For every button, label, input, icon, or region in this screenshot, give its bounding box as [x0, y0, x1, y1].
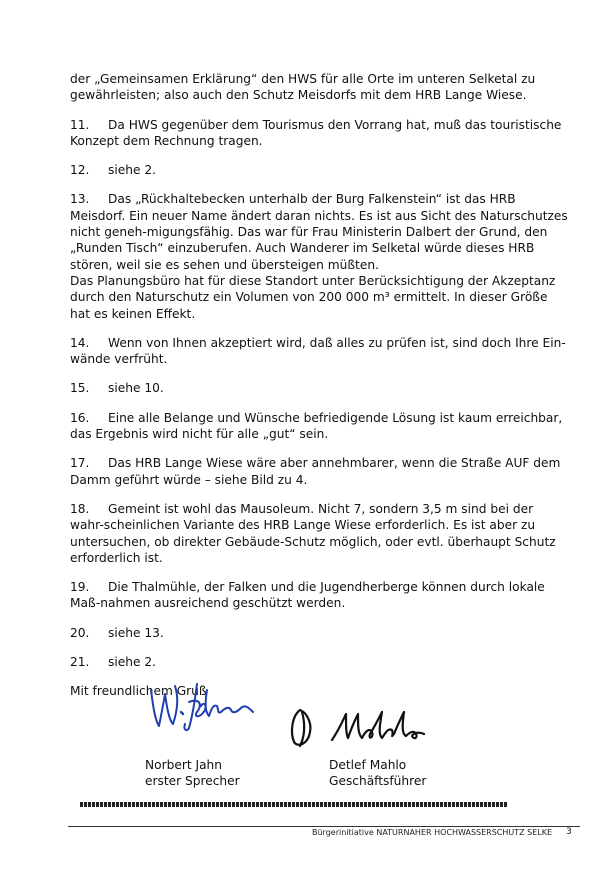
paragraph-18: 18. Gemeint ist wohl das Mausoleum. Nicht 7, sondern 3,5 m sind bei der wahr-scheinlichen Variante des HRB Lange Wiese erforderlich. Es ist aber zu untersuchen, ob direkter Gebäude-Schutz möglich, oder evtl. überhaupt Schutz erforderlich ist. [70, 501, 556, 565]
paragraph-continuation: der „Gemeinsamen Erklärung“ den HWS für alle Orte im unteren Selketal zu gewährleisten; also auch den Schutz Meisdorfs mit dem HRB Lange Wiese. [70, 72, 536, 103]
paragraph-13: 13. Das „Rückhaltebecken unterhalb der Burg Falkenstein“ ist das HRB Meisdorf. Ein neuer Name ändert daran nichts. Es ist aus Sicht des Naturschutzes nicht geneh-migungsfähig. Das war für Frau Ministerin Dalbert der Grund, den „Runden Tisch“ einzuberufen. Auch Wanderer im Selketal würde dieses HRB stören, weil sie es sehen und übersteigen müßten. Das Planungsbüro hat für diese Standort unter Berücksichtigung der Akzeptanz durch den Naturschutz ein Volumen von 200 000 m³ ermittelt. In dieser Größe hat es keinen Effekt. [70, 192, 568, 321]
signer-role: Geschäftsführer [329, 774, 427, 788]
signer-name: Detlef Mahlo [329, 758, 407, 772]
paragraph-11: 11. Da HWS gegenüber dem Tourismus den Vorrang hat, muß das touristische Konzept dem Rechnung tragen. [70, 117, 562, 148]
paragraph-21: 21. siehe 2. [70, 655, 156, 670]
paragraph-14: 14. Wenn von Ihnen akzeptiert wird, daß alles zu prüfen ist, sind doch Ihre Ein-wände verfrüht. [70, 335, 566, 367]
signer-jahn [145, 757, 240, 789]
paragraph-19: 19. Die Thalmühle, der Falken und die Jugendherberge können durch lokale Maß-nahmen ausreichend geschützt werden. [70, 580, 545, 611]
footer-organization: Bürgerinitiative NATURNAHER HOCHWASSERSCHUTZ SELKE [312, 828, 553, 837]
dotted-separator [80, 802, 508, 807]
footer-rule [68, 826, 580, 827]
page-number: 3 [566, 827, 572, 837]
paragraph-12: 12. siehe 2. [70, 163, 156, 178]
paragraph-20: 20. siehe 13. [70, 625, 164, 640]
closing-greeting: Mit freundlichem Gruß [70, 684, 207, 699]
signer-role: erster Sprecher [145, 774, 240, 788]
signature-norbert-jahn [145, 676, 260, 736]
paragraph-15: 15. siehe 10. [70, 381, 164, 396]
paragraph-17: 17. Das HRB Lange Wiese wäre aber annehmbarer, wenn die Straße AUF dem Damm geführt würde – siehe Bild zu 4. [70, 456, 561, 487]
paragraph-16: 16. Eine alle Belange und Wünsche befriedigende Lösung ist kaum erreichbar, das Ergebnis wird nicht für alle „gut“ sein. [70, 410, 563, 442]
signature-detlef-mahlo [286, 702, 436, 752]
signer-name: Norbert Jahn [145, 758, 222, 772]
signer-mahlo [329, 757, 426, 789]
letter-body [70, 71, 570, 713]
